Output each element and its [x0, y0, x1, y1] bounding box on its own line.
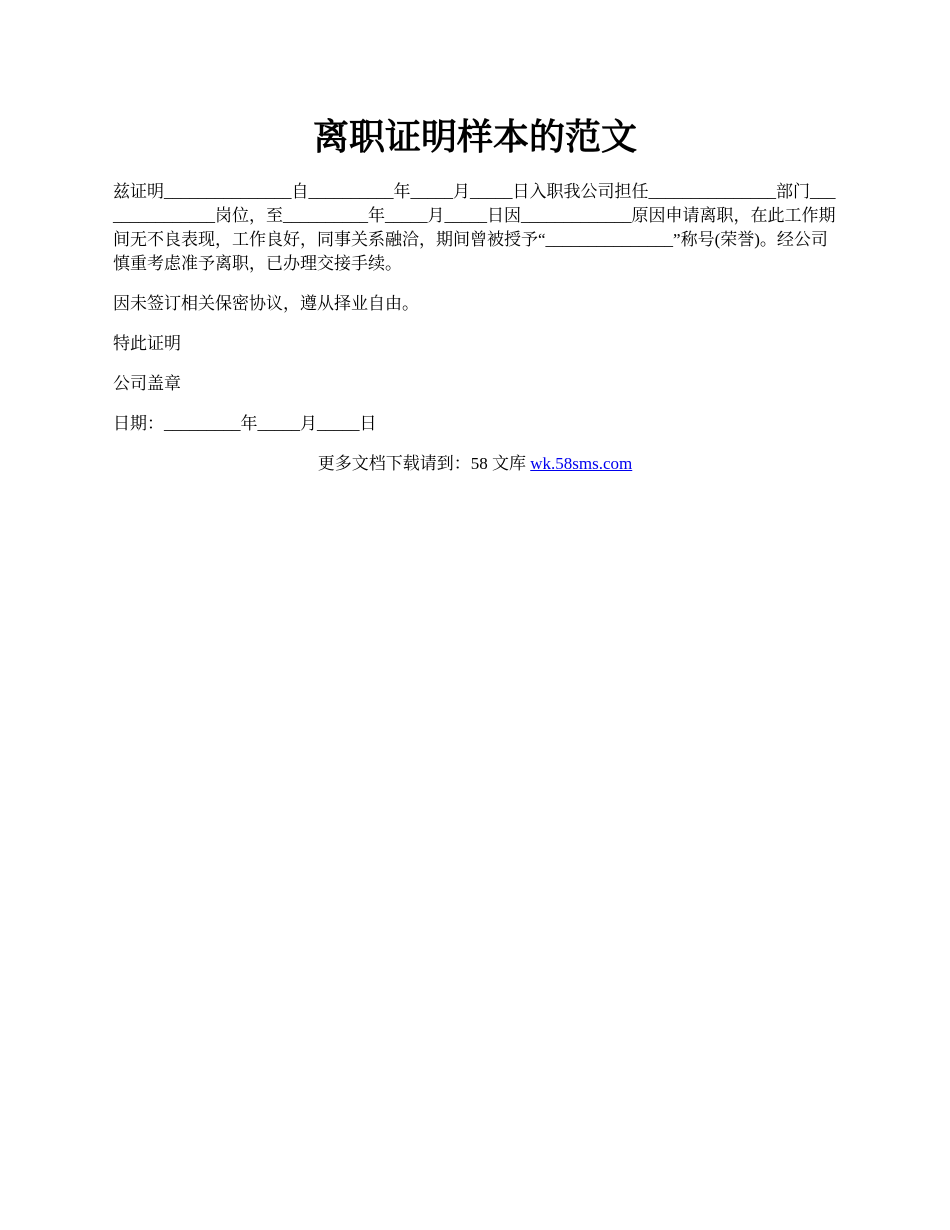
footer-text: 更多文档下载请到：58 文库 [317, 454, 531, 473]
company-seal-line: 公司盖章 [113, 374, 181, 393]
confidentiality-paragraph: 因未签订相关保密协议，遵从择业自由。 [113, 294, 419, 313]
hereby-certify-line: 特此证明 [113, 334, 181, 353]
document-body [113, 180, 839, 436]
certification-paragraph: 兹证明_______________自__________年_____月_____日入职我公司担任_______________部门_______________岗位，至__________年_____月_____日因_____________原因申请离职，在此工作期间无不良表现，工作良好，同事关系融洽，期间曾被授予“_______________”称号(荣誉)。经公司慎重考虑准予离职，已办理交接手续。 [113, 182, 836, 273]
date-line: 日期：_________年_____月_____日 [113, 414, 377, 433]
download-footer [0, 452, 950, 476]
footer-link[interactable]: wk.58sms.com [530, 454, 633, 473]
document-title: 离职证明样本的范文 [312, 117, 637, 157]
